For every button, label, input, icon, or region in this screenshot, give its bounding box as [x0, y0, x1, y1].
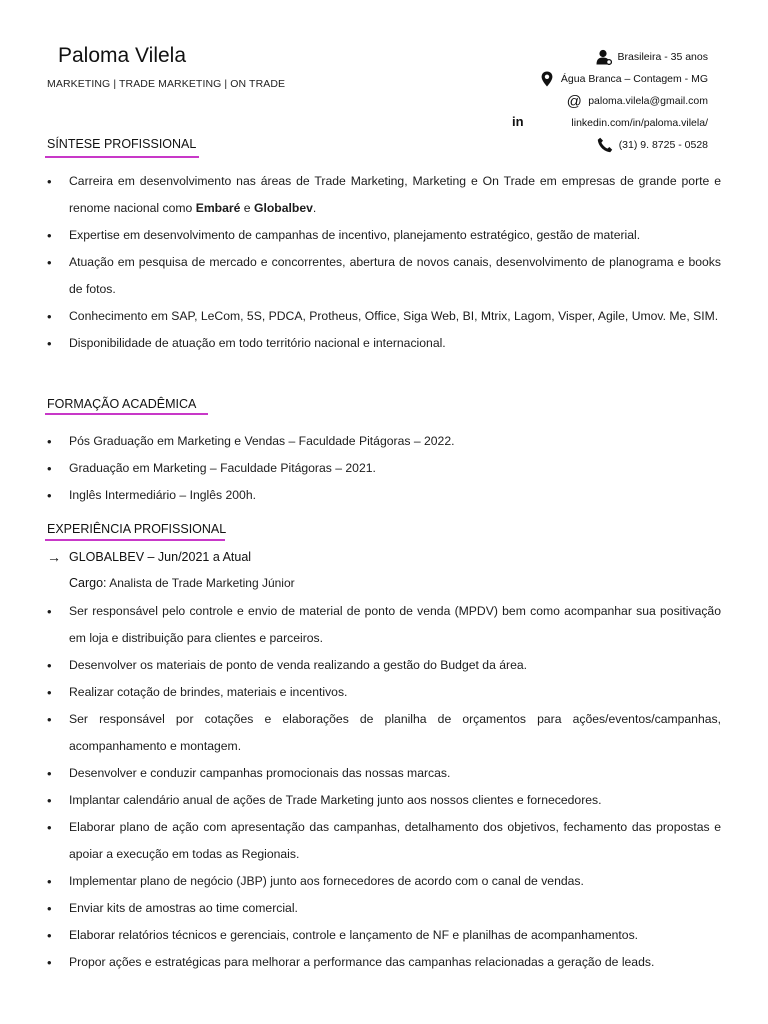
list-item: • Inglês Intermediário – Inglês 200h. — [47, 482, 721, 509]
section-underline-experiencia — [45, 539, 225, 541]
list-item: • Expertise em desenvolvimento de campanhas de incentivo, planejamento estratégico, gestão de material. — [47, 222, 721, 249]
contact-linkedin — [539, 112, 708, 134]
company-name: GLOBALBEV – Jun/2021 a Atual — [69, 550, 252, 564]
formacao-list — [47, 428, 721, 509]
experiencia-list — [47, 598, 721, 976]
linkedin-text[interactable]: linkedin.com/in/paloma.vilela/ — [571, 117, 708, 129]
location-pin-icon — [539, 71, 555, 87]
list-item: • Realizar cotação de brindes, materiais e incentivos. — [47, 679, 721, 706]
list-item: • Desenvolver e conduzir campanhas promocionais das nossas marcas. — [47, 760, 721, 787]
list-item: • Implantar calendário anual de ações de Trade Marketing junto aos nossos clientes e fornecedores. — [47, 787, 721, 814]
sintese-list — [47, 168, 721, 357]
section-title-experiencia: EXPERIÊNCIA PROFISSIONAL — [47, 522, 227, 536]
nationality-text: Brasileira - 35 anos — [617, 51, 708, 63]
list-item: • Ser responsável pelo controle e envio de material de ponto de venda (MPDV) bem como acompanhar sua positivação em loja e distribuição para clientes e parceiros. — [47, 598, 721, 652]
list-item: • Carreira em desenvolvimento nas áreas de Trade Marketing, Marketing e On Trade em empresas de grande porte e renome nacional como Embaré e Globalbev. — [47, 168, 721, 222]
email-text[interactable]: paloma.vilela@gmail.com — [588, 95, 708, 107]
list-item: • Elaborar relatórios técnicos e gerenciais, controle e lançamento de NF e planilhas de acompanhamentos. — [47, 922, 721, 949]
job-title-label: Cargo: — [69, 576, 107, 590]
list-item: • Propor ações e estratégicas para melhorar a performance das campanhas relacionadas a geração de leads. — [47, 949, 721, 976]
section-title-formacao: FORMAÇÃO ACADÊMICA — [47, 397, 197, 411]
list-item: • Implementar plano de negócio (JBP) junto aos fornecedores de acordo com o canal de vendas. — [47, 868, 721, 895]
arrow-right-icon: → — [47, 549, 61, 565]
location-text: Água Branca – Contagem - MG — [560, 73, 708, 85]
job-title-row — [69, 576, 295, 590]
contact-nationality — [539, 46, 708, 68]
phone-text: (31) 9. 8725 - 0528 — [618, 139, 708, 151]
list-item: • Ser responsável por cotações e elaborações de planilha de orçamentos para ações/eventos/campanhas, acompanhamento e montagem. — [47, 706, 721, 760]
person-icon — [596, 49, 612, 65]
section-title-sintese: SÍNTESE PROFISSIONAL — [47, 137, 197, 151]
list-item: • Conhecimento em SAP, LeCom, 5S, PDCA, Protheus, Office, Siga Web, BI, Mtrix, Lagom, Visper, Agile, Umov. Me, SIM. — [47, 303, 721, 330]
list-item: • Disponibilidade de atuação em todo território nacional e internacional. — [47, 330, 721, 357]
linkedin-icon: in — [512, 114, 524, 129]
contact-location — [539, 68, 708, 90]
contact-email — [539, 90, 708, 112]
candidate-subtitle: MARKETING | TRADE MARKETING | ON TRADE — [47, 78, 286, 90]
contact-phone — [539, 134, 708, 156]
job-title-value: Analista de Trade Marketing Júnior — [106, 576, 295, 590]
list-item: • Pós Graduação em Marketing e Vendas – Faculdade Pitágoras – 2022. — [47, 428, 721, 455]
section-underline-sintese — [45, 156, 199, 158]
phone-icon — [597, 137, 613, 153]
candidate-name: Paloma Vilela — [58, 44, 187, 67]
list-item: • Enviar kits de amostras ao time comercial. — [47, 895, 721, 922]
company-heading — [47, 549, 251, 565]
contact-block — [539, 46, 708, 156]
at-icon: @ — [566, 92, 582, 110]
section-underline-formacao — [45, 413, 208, 415]
list-item: • Elaborar plano de ação com apresentação das campanhas, detalhamento dos objetivos, fechamento das propostas e apoiar a execução em todas as Regionais. — [47, 814, 721, 868]
list-item: • Graduação em Marketing – Faculdade Pitágoras – 2021. — [47, 455, 721, 482]
list-item: • Atuação em pesquisa de mercado e concorrentes, abertura de novos canais, desenvolvimento de planograma e books de fotos. — [47, 249, 721, 303]
list-item: • Desenvolver os materiais de ponto de venda realizando a gestão do Budget da área. — [47, 652, 721, 679]
